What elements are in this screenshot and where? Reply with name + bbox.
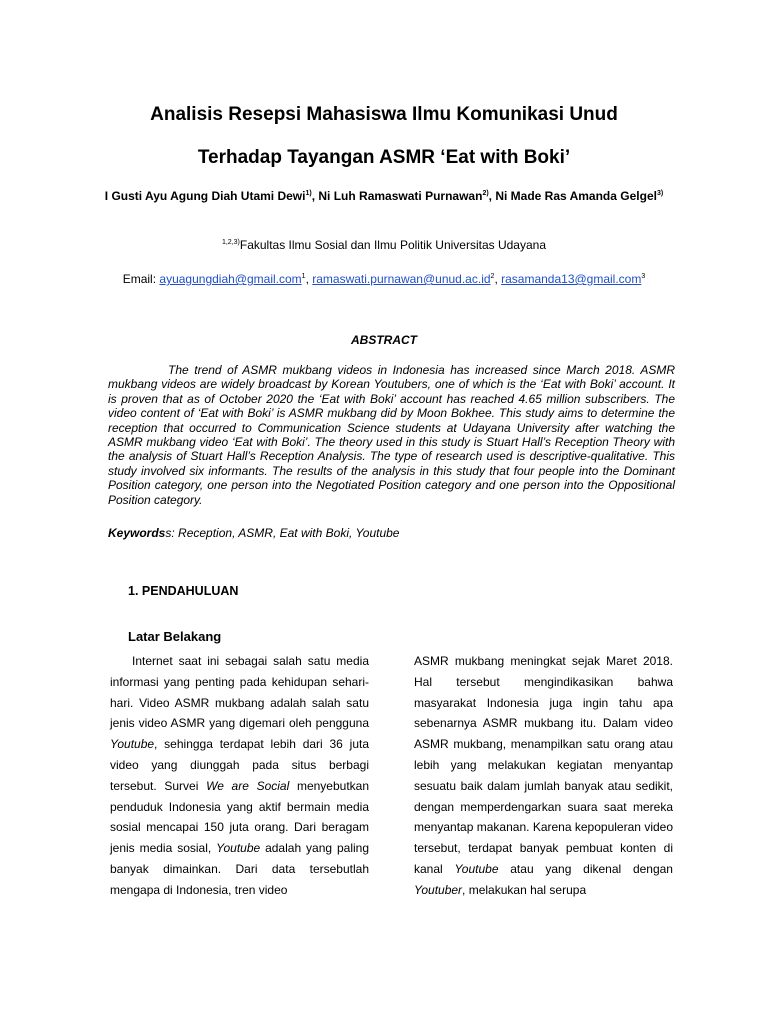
email-link-1[interactable]: ayuagungdiah@gmail.com: [159, 272, 302, 286]
body-text: menyebutkan penduduk Indonesia yang aktif bermain media sosial mencapai 150 juta orang. Dari beragam jenis media sosial,: [110, 778, 369, 856]
title-line-1: Analisis Resepsi Mahasiswa Ilmu Komunikasi Unud: [150, 104, 618, 125]
body-text: atau yang dikenal dengan: [498, 861, 673, 876]
email-link-3[interactable]: rasamanda13@gmail.com: [501, 272, 642, 286]
author-1: I Gusti Ayu Agung Diah Utami Dewi: [104, 189, 306, 203]
keywords-line: [108, 526, 675, 540]
email-label: Email:: [122, 272, 160, 286]
keywords-list: s: Reception, ASMR, Eat with Boki, Youtube: [165, 526, 400, 540]
body-italic: Youtube: [110, 737, 155, 752]
author-separator: ,: [311, 189, 319, 203]
author-2-marker: 2): [482, 190, 489, 197]
body-italic: Youtube: [216, 841, 261, 856]
affiliation: [60, 238, 708, 252]
title-line-2: Terhadap Tayangan ASMR ‘Eat with Boki’: [197, 147, 571, 168]
email-link-2[interactable]: ramaswati.purnawan@unud.ac.id: [312, 272, 491, 286]
body-column-right: [414, 651, 673, 901]
body-column-left: [110, 651, 369, 901]
body-italic: Youtube: [454, 861, 499, 876]
author-3: Ni Made Ras Amanda Gelgel: [495, 189, 657, 203]
abstract-body: The trend of ASMR mukbang videos in Indonesia has increased since March 2018. ASMR mukbang videos are widely broadcast by Korean Youtubers, one of which is the ‘Eat with Boki’ account. It is proven that as of October 2020 the ‘Eat with Boki’ account has reached 4.65 million subscribers. The video content of ‘Eat with Boki’ is ASMR mukbang did by Moon Bokhee. This study aims to determine the reception that occurred to Communication Science students at Udayana University after watching the ASMR mukbang video ‘Eat with Boki’. The theory used in this study is Stuart Hall’s Reception Theory with the analysis of Stuart Hall’s Reception Analysis. The type of research used is descriptive-qualitative. This study involved six informants. The results of the analysis in this study that four people into the Dominant Position category, one person into the Negotiated Position category and one person into the Oppositional Position category.: [108, 363, 675, 507]
abstract-heading: ABSTRACT: [351, 333, 417, 347]
email-3-marker: 3: [641, 273, 646, 280]
email-1-marker: 1: [301, 273, 306, 280]
body-text: adalah yang paling banyak dimainkan. Dari data tersebutlah mengapa di Indonesia, tren video: [110, 841, 369, 897]
body-text: , sehingga terdapat lebih dari 36 juta video yang diunggah pada situs berbagi tersebut. Survei: [110, 737, 369, 793]
body-italic: We are Social: [206, 778, 290, 793]
author-separator: ,: [488, 189, 496, 203]
email-separator: ,: [494, 272, 502, 286]
email-2-marker: 2: [490, 273, 495, 280]
author-1-marker: 1): [305, 190, 312, 197]
author-2: Ni Luh Ramaswati Purnawan: [318, 189, 483, 203]
email-separator: ,: [305, 272, 313, 286]
body-text: Internet saat ini sebagai salah satu media informasi yang penting pada kehidupan sehari-hari. Video ASMR mukbang adalah salah satu jenis video ASMR yang digemari oleh pengguna: [110, 654, 369, 731]
author-3-marker: 3): [656, 190, 664, 197]
section-heading: 1. PENDAHULUAN: [128, 584, 239, 598]
affiliation-marker: 1,2,3): [221, 239, 240, 246]
author-list: [90, 185, 678, 207]
subsection-heading: Latar Belakang: [128, 629, 222, 644]
body-text: ASMR mukbang meningkat sejak Maret 2018. Hal tersebut mengindikasikan bahwa masyarakat Indonesia juga ingin tahu apa sebenarnya ASMR mukbang itu. Dalam video ASMR mukbang, menampilkan satu orang atau lebih yang melakukan kegiatan menyantap sesuatu baik dalam jumlah banyak atau sedikit, dengan memperdengarkan suara saat mereka menyantap makanan. Karena kepopuleran video tersebut, terdapat banyak pembuat konten di kanal: [414, 654, 673, 876]
keywords-label: Keywords: [108, 526, 166, 540]
affiliation-text: Fakultas Ilmu Sosial dan Ilmu Politik Universitas Udayana: [239, 238, 547, 252]
body-text: , melakukan hal serupa: [462, 882, 587, 897]
body-italic: Youtuber: [414, 882, 463, 897]
email-line: [60, 272, 708, 286]
